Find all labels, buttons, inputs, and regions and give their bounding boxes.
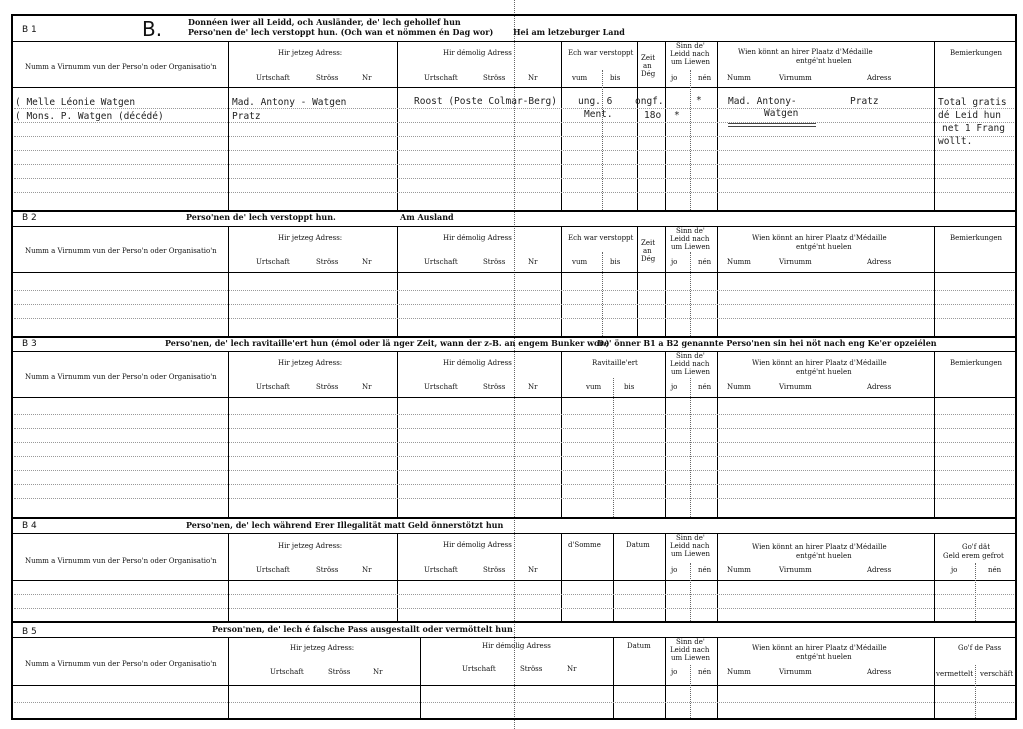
- b2-header-bottom: [11, 272, 1017, 273]
- b2-sub-nr: Nr: [362, 258, 372, 266]
- b5-col-pass: Go'f de Pass: [958, 644, 1002, 652]
- b1-col-divider: [397, 41, 398, 210]
- b5-col-medal-2: entgé'nt huelen: [796, 653, 852, 661]
- b4-sub-nr: Nr: [362, 566, 372, 574]
- b1-title-line2: Perso'nen de' lech verstoppt hun. (Och wan et nömmen én Dag wor): [188, 27, 494, 37]
- entry-remarks-1: Total gratis: [938, 97, 1007, 108]
- b5-title: Person'nen, de' lech é falsche Pass ausgestallt oder vermöttelt hun: [212, 624, 513, 634]
- b5-col-divider: [228, 637, 229, 718]
- b2-col-sense-1: Sinn de': [676, 227, 705, 235]
- entry-remarks-2: dé Leid hun: [938, 110, 1001, 121]
- b1-col-time-2: an: [643, 62, 652, 70]
- b3-sub-no: nén: [698, 383, 712, 391]
- b4-sub-no: nén: [698, 566, 712, 574]
- b1-sub-virnumm: Virnumm: [779, 74, 812, 82]
- b3-col-sense-2: Leidd nach: [670, 360, 710, 368]
- b1-sub-no: nén: [698, 74, 712, 82]
- b2-header-top: [11, 226, 1017, 227]
- b3-col-current: Hir jetzeg Adress:: [278, 359, 343, 367]
- b3-title-2: De' önner B1 a B2 genannte Perso'nen sin hei nöt nach eng Ke'er opzeiélen: [597, 338, 937, 348]
- row-guide: [14, 192, 1014, 193]
- frame-right: [1015, 14, 1017, 720]
- b3-sub-from: vum: [586, 383, 602, 391]
- row-guide: [14, 498, 1014, 499]
- b1-sub-adress: Adress: [867, 74, 892, 82]
- b1-sub-nr: Nr: [362, 74, 372, 82]
- entry-name-2: ( Mons. P. Watgen (décédé): [15, 111, 164, 122]
- row-guide: [14, 164, 1014, 165]
- b4-col-sense-2: Leidd nach: [670, 542, 710, 550]
- b1-col-medal-1: Wien könnt an hirer Plaatz d'Médaille: [738, 48, 873, 56]
- b2-col-current: Hir jetzeg Adress:: [278, 234, 343, 242]
- b2-col-medal-1: Wien könnt an hirer Plaatz d'Médaille: [752, 234, 887, 242]
- b5-code: B 5: [22, 627, 37, 637]
- b3-title: Perso'nen, de' lech ravitaille'ert hun (émol oder lä nger Zeit, wann der z-B. an engem Bunker wor.): [165, 338, 610, 348]
- b1-subcol-divider: [690, 70, 691, 210]
- b3-col-divider: [665, 351, 666, 517]
- b5-sub-numm: Numm: [727, 668, 751, 676]
- b5-col-sense-1: Sinn de': [676, 638, 705, 646]
- b4-col-name: Numm a Virnumm vun der Perso'n oder Organisatio'n: [25, 557, 217, 565]
- b3-header-bottom: [11, 397, 1017, 398]
- entry-current-2: Pratz: [232, 111, 261, 122]
- row-guide: [14, 178, 1014, 179]
- b2-title: Perso'nen de' lech verstoppt hun.: [186, 212, 336, 222]
- b1-sub-nr-former: Nr: [528, 74, 538, 82]
- b1-col-former: Hir démolig Adress: [443, 49, 512, 57]
- b2-subcol-divider: [690, 252, 691, 336]
- row-guide: [14, 702, 1014, 703]
- row-guide: [14, 594, 1014, 595]
- b3-header-top: [11, 351, 1017, 352]
- b2-col-time-2: an: [643, 247, 652, 255]
- b4-col-current: Hir jetzeg Adress:: [278, 542, 343, 550]
- b3-sub-virnumm: Virnumm: [779, 383, 812, 391]
- b5-sub-vermettelt: vermettelt: [936, 670, 974, 678]
- b2-col-divider: [397, 226, 398, 336]
- entry-no-mark: *: [696, 95, 702, 106]
- b2-sub-street: Ströss: [316, 258, 339, 266]
- b1-col-divider: [228, 41, 229, 210]
- b2-sub-from: vum: [572, 258, 588, 266]
- b4-bottom-border: [11, 621, 1017, 623]
- b2-sub-numm: Numm: [727, 258, 751, 266]
- b2-sub-town-former: Urtschaft: [424, 258, 458, 266]
- b2-col-divider: [934, 226, 935, 336]
- b1-sub-street-former: Ströss: [483, 74, 506, 82]
- b1-sub-to: bis: [610, 74, 621, 82]
- row-guide: [14, 414, 1014, 415]
- b5-sub-virnumm: Virnumm: [779, 668, 812, 676]
- b3-subcol-divider: [613, 378, 614, 517]
- b4-header-bottom: [11, 580, 1017, 581]
- b3-col-sense-1: Sinn de': [676, 352, 705, 360]
- b3-subcol-divider: [690, 378, 691, 517]
- b2-col-hidden: Ech war verstoppt: [568, 234, 634, 242]
- b4-sub-nr-former: Nr: [528, 566, 538, 574]
- b5-sub-nr-former: Nr: [567, 665, 577, 673]
- b1-subcol-divider: [602, 70, 603, 210]
- b3-sub-nr-former: Nr: [528, 383, 538, 391]
- center-fold: [514, 0, 515, 729]
- b5-sub-verschaft: verschäft: [980, 670, 1014, 678]
- b5-subcol-divider: [690, 665, 691, 718]
- b4-col-date: Datum: [626, 541, 650, 549]
- b2-col-sense-3: um Liewen: [671, 243, 711, 251]
- b2-sub-yes: jo: [671, 258, 678, 266]
- b1-letter: B.: [142, 17, 163, 41]
- b5-col-sense-2: Leidd nach: [670, 646, 710, 654]
- b2-col-time-3: Dég: [641, 255, 656, 263]
- entry-current-1: Mad. Antony - Watgen: [232, 97, 347, 108]
- b4-sub-street-former: Ströss: [483, 566, 506, 574]
- b5-header-top: [11, 637, 1017, 638]
- b4-col-sum: d'Somme: [568, 541, 601, 549]
- b2-col-medal-2: entgé'nt huelen: [796, 243, 852, 251]
- b2-title-2: Am Ausland: [400, 212, 454, 222]
- b5-col-divider: [613, 637, 614, 718]
- row-guide: [14, 136, 1014, 137]
- b3-col-remarks: Bemierkungen: [950, 359, 1003, 367]
- b3-code: B 3: [22, 339, 37, 349]
- b2-col-divider: [637, 226, 638, 336]
- b1-title-line1: Donnéen iwer all Leidd, och Ausländer, de' lech gehollef hun: [188, 17, 461, 27]
- b1-col-sense-2: Leidd nach: [670, 50, 710, 58]
- b1-col-remarks: Bemierkungen: [950, 49, 1003, 57]
- entry-name-1: ( Melle Léonie Watgen: [15, 97, 136, 108]
- row-guide: [14, 428, 1014, 429]
- b1-sub-town-former: Urtschaft: [424, 74, 458, 82]
- entry-days-2: 18o: [644, 110, 662, 121]
- b5-sub-yes: jo: [671, 668, 678, 676]
- b2-sub-nr-former: Nr: [528, 258, 538, 266]
- b4-col-medal-1: Wien könnt an hirer Plaatz d'Médaille: [752, 543, 887, 551]
- b5-sub-nr: Nr: [373, 668, 383, 676]
- b5-col-medal-1: Wien könnt an hirer Plaatz d'Médaille: [752, 644, 887, 652]
- b5-col-date: Datum: [627, 642, 651, 650]
- entry-medal-name-1: Mad. Antony-: [728, 96, 797, 107]
- row-guide: [14, 456, 1014, 457]
- b2-sub-virnumm: Virnumm: [779, 258, 812, 266]
- b5-sub-adress: Adress: [867, 668, 892, 676]
- frame-left: [11, 14, 13, 720]
- b1-col-divider: [717, 41, 718, 210]
- entry-from: ung. 6: [578, 96, 613, 107]
- b3-sub-town-former: Urtschaft: [424, 383, 458, 391]
- b1-col-divider: [934, 41, 935, 210]
- b4-sub-town-former: Urtschaft: [424, 566, 458, 574]
- b3-col-medal-1: Wien könnt an hirer Plaatz d'Médaille: [752, 359, 887, 367]
- entry-remarks-3: net 1 Frang: [942, 123, 1005, 134]
- b1-col-sense-3: um Liewen: [671, 58, 711, 66]
- b5-col-divider: [717, 637, 718, 718]
- b1-col-divider: [561, 41, 562, 210]
- b5-sub-town-former: Urtschaft: [462, 665, 496, 673]
- row-guide: [14, 442, 1014, 443]
- b5-sub-town: Urtschaft: [270, 668, 304, 676]
- b2-col-sense-2: Leidd nach: [670, 235, 710, 243]
- b3-col-divider: [228, 351, 229, 517]
- b2-col-former: Hir démolig Adress: [443, 234, 512, 242]
- row-guide: [14, 470, 1014, 471]
- b4-col-medal-2: entgé'nt huelen: [796, 552, 852, 560]
- b1-col-divider: [637, 41, 638, 210]
- b1-col-medal-2: entgé'nt huelen: [796, 57, 852, 65]
- b3-bottom-border: [11, 517, 1017, 519]
- b1-sub-from: vum: [572, 74, 588, 82]
- b4-sub-money-no: nén: [988, 566, 1002, 574]
- b3-col-divider: [717, 351, 718, 517]
- b1-bottom-border: [11, 210, 1017, 212]
- entry-to: Ment.: [584, 109, 613, 120]
- b3-sub-numm: Numm: [727, 383, 751, 391]
- b4-sub-virnumm: Virnumm: [779, 566, 812, 574]
- b3-sub-nr: Nr: [362, 383, 372, 391]
- b4-subcol-divider: [690, 563, 691, 621]
- b4-col-former: Hir démolig Adress: [443, 541, 512, 549]
- b2-col-divider: [561, 226, 562, 336]
- b3-sub-street: Ströss: [316, 383, 339, 391]
- b1-title-line3: Hei am letzeburger Land: [513, 27, 625, 37]
- b4-col-money-2: Geld erem gefrot: [943, 552, 1004, 560]
- b4-col-sense-3: um Liewen: [671, 550, 711, 558]
- b4-sub-town: Urtschaft: [256, 566, 290, 574]
- b4-sub-numm: Numm: [727, 566, 751, 574]
- b3-sub-adress: Adress: [867, 383, 892, 391]
- b1-header-bottom: [11, 87, 1017, 88]
- b2-sub-street-former: Ströss: [483, 258, 506, 266]
- b1-sub-town: Urtschaft: [256, 74, 290, 82]
- b2-col-divider: [717, 226, 718, 336]
- b2-sub-adress: Adress: [867, 258, 892, 266]
- b3-sub-yes: jo: [671, 383, 678, 391]
- b2-sub-no: nén: [698, 258, 712, 266]
- b3-sub-town: Urtschaft: [256, 383, 290, 391]
- b4-sub-street: Ströss: [316, 566, 339, 574]
- b5-col-sense-3: um Liewen: [671, 654, 711, 662]
- b5-col-divider: [665, 637, 666, 718]
- b4-sub-adress: Adress: [867, 566, 892, 574]
- b5-header-bottom: [11, 685, 1017, 686]
- b4-col-sense-1: Sinn de': [676, 534, 705, 542]
- b1-sub-yes: jo: [671, 74, 678, 82]
- row-guide: [14, 150, 1014, 151]
- b1-col-divider: [665, 41, 666, 210]
- row-guide: [14, 318, 1014, 319]
- b4-subcol-divider: [975, 563, 976, 621]
- b5-subcol-divider: [975, 665, 976, 718]
- b4-header-top: [11, 533, 1017, 534]
- b4-sub-yes: jo: [671, 566, 678, 574]
- b1-sub-numm: Numm: [727, 74, 751, 82]
- b2-sub-to: bis: [610, 258, 621, 266]
- b1-col-sense-1: Sinn de': [676, 42, 705, 50]
- b2-col-divider: [665, 226, 666, 336]
- b5-sub-street: Ströss: [328, 668, 351, 676]
- entry-medal-address: Pratz: [850, 96, 879, 107]
- b5-col-former: Hir démolig Adress: [482, 642, 551, 650]
- b2-col-remarks: Bemierkungen: [950, 234, 1003, 242]
- row-guide: [14, 608, 1014, 609]
- b1-col-current: Hir jetzeg Adress:: [278, 49, 343, 57]
- b3-sub-to: bis: [624, 383, 635, 391]
- b4-col-money-1: Go'f dät: [962, 543, 991, 551]
- row-guide: [14, 484, 1014, 485]
- b2-code: B 2: [22, 213, 37, 223]
- b5-bottom-border: [11, 718, 1017, 720]
- b3-col-ravit: Ravitaille'ert: [592, 359, 638, 367]
- b1-header-top: [11, 41, 1017, 42]
- b2-col-name: Numm a Virnumm vun der Perso'n oder Organisatio'n: [25, 247, 217, 255]
- entry-medal-underline: [728, 123, 816, 127]
- b4-sub-money-yes: jo: [951, 566, 958, 574]
- b5-col-current: Hir jetzeg Adress:: [290, 644, 355, 652]
- b1-col-hidden: Ech war verstoppt: [568, 49, 634, 57]
- b5-col-name: Numm a Virnumm vun der Perso'n oder Organisatio'n: [25, 660, 217, 668]
- entry-medal-name-2: Watgen: [764, 108, 799, 119]
- b5-sub-no: nén: [698, 668, 712, 676]
- b4-code: B 4: [22, 521, 37, 531]
- b3-col-former: Hir démolig Adress: [443, 359, 512, 367]
- b1-col-time-1: Zeit: [641, 54, 656, 62]
- b3-col-divider: [561, 351, 562, 517]
- b4-title: Perso'nen, de' lech während Erer Illegalität matt Geld önnerstötzt hun: [186, 520, 504, 530]
- entry-remarks-4: wollt.: [938, 136, 973, 147]
- row-guide: [14, 108, 1014, 109]
- b3-col-name: Numm a Virnumm vun der Perso'n oder Organisatio'n: [25, 373, 217, 381]
- b3-col-sense-3: um Liewen: [671, 368, 711, 376]
- entry-days-1: ongf.: [635, 96, 664, 107]
- b3-col-divider: [397, 351, 398, 517]
- b5-col-divider: [934, 637, 935, 718]
- b3-col-medal-2: entgé'nt huelen: [796, 368, 852, 376]
- entry-yes-mark: *: [674, 110, 680, 121]
- row-guide: [14, 304, 1014, 305]
- b2-sub-town: Urtschaft: [256, 258, 290, 266]
- row-guide: [14, 290, 1014, 291]
- entry-former-address: Roost (Poste Colmar-Berg): [414, 96, 557, 107]
- b1-top-border: [11, 14, 1017, 16]
- b5-col-divider: [420, 637, 421, 718]
- b1-code: B 1: [22, 25, 37, 35]
- b2-col-divider: [228, 226, 229, 336]
- b3-col-divider: [934, 351, 935, 517]
- b5-sub-street-former: Ströss: [520, 665, 543, 673]
- b1-col-name: Numm a Virnumm vun der Perso'n oder Organisatio'n: [25, 63, 217, 71]
- b2-col-time-1: Zeit: [641, 239, 656, 247]
- b1-sub-street: Ströss: [316, 74, 339, 82]
- b2-subcol-divider: [602, 252, 603, 336]
- b1-col-time-3: Dég: [641, 70, 656, 78]
- row-guide: [14, 122, 1014, 123]
- b3-sub-street-former: Ströss: [483, 383, 506, 391]
